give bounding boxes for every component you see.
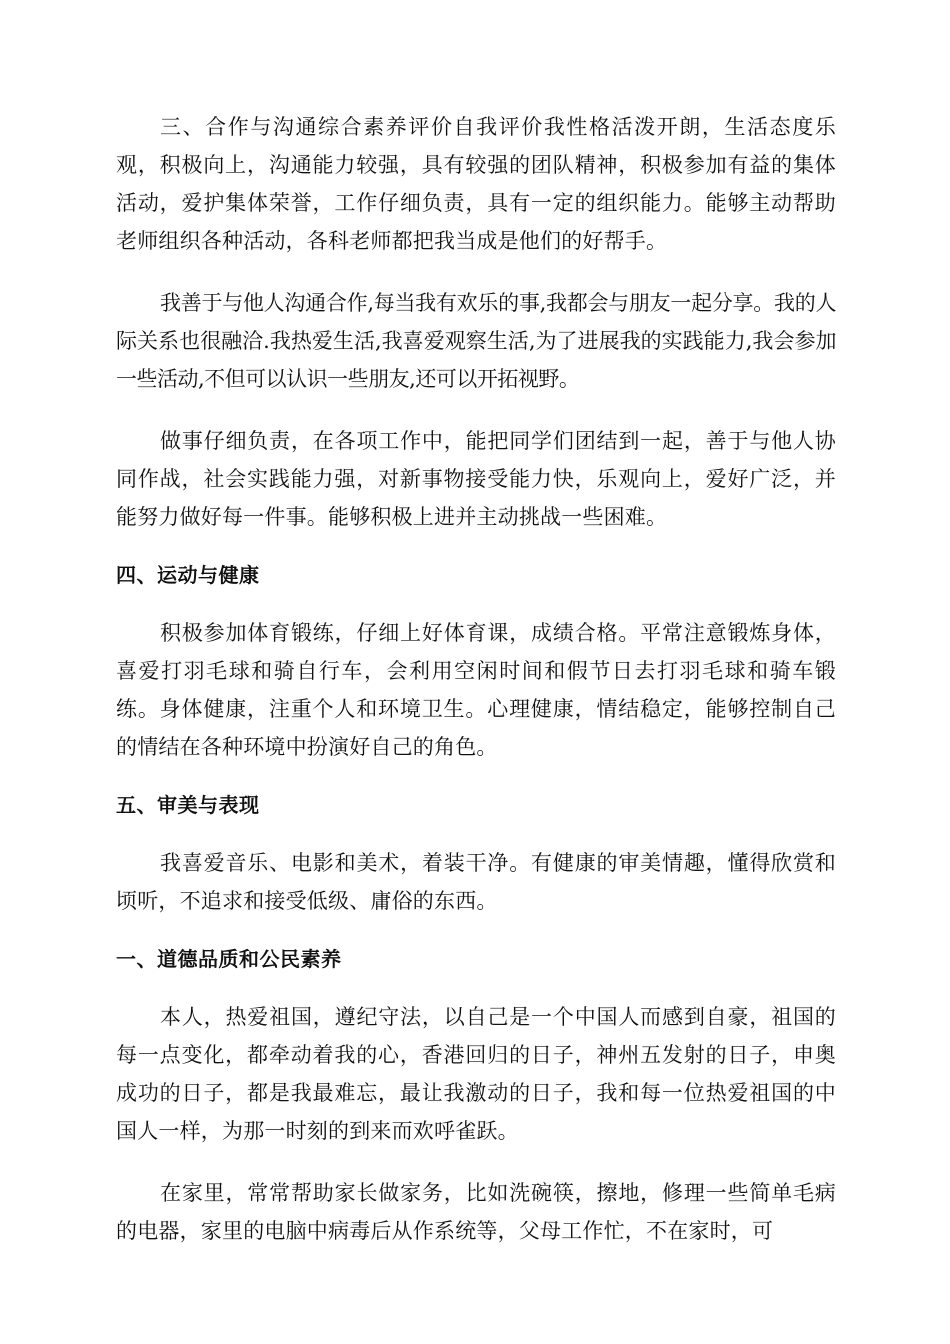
- paragraph-patriotism: 本人，热爱祖国，遵纪守法，以自己是一个中国人而感到自豪，祖国的每一点变化，都牵动着我的心，香港回归的日子，神州五发射的日子，申奥成功的日子，都是我最难忘，最让我激动的日子，我和每一位热爱祖国的中国人一样，为那一时刻的到来而欢呼雀跃。: [116, 1005, 836, 1143]
- paragraph-sports-health: 积极参加体育锻练，仔细上好体育课，成绩合格。平常注意锻炼身体，喜爱打羽毛球和骑自行车，会利用空闲时间和假节日去打羽毛球和骑车锻练。身体健康，注重个人和环境卫生。心理健康，情结稳定，能够控制自己的情结在各种环境中扮演好自己的角色。: [116, 621, 836, 759]
- paragraph-aesthetics: 我喜爱音乐、电影和美术，着装干净。有健康的审美情趣，懂得欣赏和顷听，不追求和接受低级、庸俗的东西。: [116, 851, 836, 913]
- document-page: [116, 108, 836, 1250]
- paragraph-family: 在家里，常常帮助家长做家务，比如洗碗筷，擦地，修理一些简单毛病的电器，家里的电脑中病毒后从作系统等，父母工作忙，不在家时，可: [116, 1181, 836, 1243]
- paragraph-social-skills: 我善于与他人沟通合作,每当我有欢乐的事,我都会与朋友一起分享。我的人际关系也很融洽.我热爱生活,我喜爱观察生活,为了进展我的实践能力,我会参加一些活动,不但可以认识一些朋友,还可以开拓视野。: [116, 291, 836, 391]
- paragraph-cooperation-communication: 三、合作与沟通综合素养评价自我评价我性格活泼开朗，生活态度乐观，积极向上，沟通能力较强，具有较强的团队精神，积极参加有益的集体活动，爱护集体荣誉，工作仔细负责，具有一定的组织能力。能够主动帮助老师组织各种活动，各科老师都把我当成是他们的好帮手。: [116, 115, 836, 253]
- heading-aesthetics: 五、审美与表现: [116, 793, 260, 817]
- paragraph-work-attitude: 做事仔细负责，在各项工作中，能把同学们团结到一起，善于与他人协同作战，社会实践能力强，对新事物接受能力快，乐观向上，爱好广泛，并能努力做好每一件事。能够积极上进并主动挑战一些困难。: [116, 429, 836, 529]
- heading-morality-citizenship: 一、道德品质和公民素养: [116, 947, 342, 971]
- heading-sports-health: 四、运动与健康: [116, 563, 260, 587]
